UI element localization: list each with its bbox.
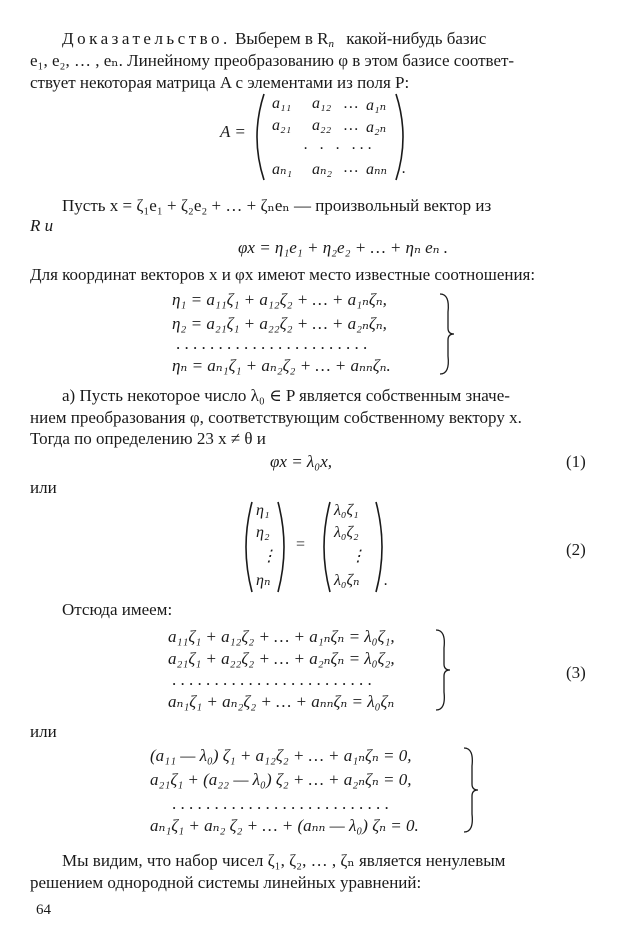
matrix-A-lhs: A =	[220, 122, 246, 141]
eq2-equals: =	[296, 536, 306, 553]
eq3-dots: . . . . . . . . . . . . . . . . . . . . . . . .	[172, 670, 372, 689]
matrix-A-cell: .	[336, 136, 340, 153]
proof-line-1-sub: n	[328, 38, 334, 50]
eq4-row: a₂₁ζ₁ + (a₂₂ — λ₀) ζ₂ + … + a₂ₙζₙ = 0,	[150, 770, 412, 789]
coord-eq-dots: . . . . . . . . . . . . . . . . . . . . . . .	[176, 334, 368, 353]
para2-line-1: Пусть x = ζ₁e₁ + ζ₂e₂ + … + ζₙeₙ — произвольный вектор из	[62, 196, 492, 215]
proof-line-1-tail: какой-нибудь базис	[346, 29, 487, 48]
lambda-vector-entry: λ₀ζ₂	[334, 524, 359, 541]
para4-line-1: а) Пусть некоторое число λ₀ ∈ P является собственным значе-	[62, 386, 510, 405]
matrix-A-cell: aₙ₁	[272, 161, 293, 178]
page-number: 64	[36, 902, 51, 918]
proof-line-3: ствует некоторая матрица A с элементами из поля P:	[30, 73, 410, 92]
eq4-row: (a₁₁ — λ₀) ζ₁ + a₁₂ζ₂ + … + a₁ₙζₙ = 0,	[150, 746, 412, 765]
matrix-A-cell: a₁ₙ	[366, 97, 387, 114]
para3-line-1: Для координат векторов x и φx имеют место известные соотношения:	[30, 265, 536, 284]
matrix-A-cell: …	[344, 159, 359, 176]
matrix-A-cell: a₁₁	[272, 95, 292, 112]
matrix-A-cell: a₂ₙ	[366, 119, 387, 136]
matrix-A-cell: .	[304, 136, 308, 153]
eq2-vectors	[242, 500, 402, 594]
matrix-A-cell: a₂₁	[272, 117, 292, 134]
proof-line-1	[62, 29, 486, 51]
right-brace	[462, 746, 480, 834]
eq2-end: .	[384, 572, 388, 589]
right-brace	[434, 628, 452, 712]
matrix-A-cell: aₙₙ	[366, 161, 387, 178]
or-label: или	[30, 478, 57, 497]
para5-intro: Отсюда имеем:	[62, 600, 173, 619]
eta-vector-entry: ηₙ	[256, 572, 271, 589]
right-brace	[438, 292, 456, 376]
eq3-row: a₁₁ζ₁ + a₁₂ζ₂ + … + a₁ₙζₙ = λ₀ζ₁,	[168, 627, 395, 646]
matrix-A-cell: a₁₂	[312, 95, 332, 112]
eq3-row: a₂₁ζ₁ + a₂₂ζ₂ + … + a₂ₙζₙ = λ₀ζ₂,	[168, 649, 395, 668]
eta-vector-entry: η₂	[256, 524, 270, 541]
eq3-row: aₙ₁ζ₁ + aₙ₂ζ₂ + … + aₙₙζₙ = λ₀ζₙ	[168, 692, 395, 711]
eq1-number: (1)	[566, 452, 586, 471]
proof-heading: Доказательство.	[62, 29, 231, 48]
lambda-vector-entry: λ₀ζ₁	[334, 502, 359, 519]
matrix-A-cell: . . .	[352, 136, 372, 153]
coord-eq: ηₙ = aₙ₁ζ₁ + aₙ₂ζ₂ + … + aₙₙζₙ.	[172, 356, 391, 375]
para4-line-2: нием преобразования φ, соответствующим собственному вектору x.	[30, 408, 522, 427]
eta-vector-entry: ⋮	[261, 548, 277, 565]
lambda-vector-entry: ⋮	[350, 548, 366, 565]
matrix-A-cell: …	[344, 117, 359, 134]
matrix-A-cell: …	[344, 95, 359, 112]
matrix-A-cell: aₙ₂	[312, 161, 333, 178]
eta-vector-entry: η₁	[256, 502, 270, 519]
para6-line-1: Мы видим, что набор чисел ζ₁, ζ₂, … , ζₙ является ненулевым	[62, 851, 506, 870]
para6-line-2: решением однородной системы линейных уравнений:	[30, 873, 422, 892]
proof-line-1-text: Выберем в R	[235, 29, 329, 48]
eq3-number: (3)	[566, 663, 586, 682]
or-label: или	[30, 722, 57, 741]
matrix-A	[220, 92, 420, 182]
proof-line-2: e₁, e₂, … , eₙ. Линейному преобразованию φ в этом базисе соответ-	[30, 51, 515, 70]
eq4-dots: . . . . . . . . . . . . . . . . . . . . . . . . . .	[172, 794, 389, 813]
lambda-vector-entry: λ₀ζₙ	[334, 572, 360, 589]
matrix-A-cell: .	[320, 136, 324, 153]
phi-x-formula: φx = η₁e₁ + η₂e₂ + … + ηₙ eₙ .	[238, 238, 449, 257]
matrix-A-cell: a₂₂	[312, 117, 332, 134]
para4-line-3: Тогда по определению 23 x ≠ θ и	[30, 429, 266, 448]
eq2-number: (2)	[566, 540, 586, 559]
coord-eq: η₂ = a₂₁ζ₁ + a₂₂ζ₂ + … + a₂ₙζₙ,	[172, 314, 387, 333]
eq1: φx = λ₀x,	[270, 452, 332, 471]
eq4-row: aₙ₁ζ₁ + aₙ₂ ζ₂ + … + (aₙₙ — λ₀) ζₙ = 0.	[150, 816, 419, 835]
coord-eq: η₁ = a₁₁ζ₁ + a₁₂ζ₂ + … + a₁ₙζₙ,	[172, 290, 387, 309]
para2-line-2: R и	[30, 216, 54, 235]
matrix-A-end: .	[402, 160, 406, 177]
